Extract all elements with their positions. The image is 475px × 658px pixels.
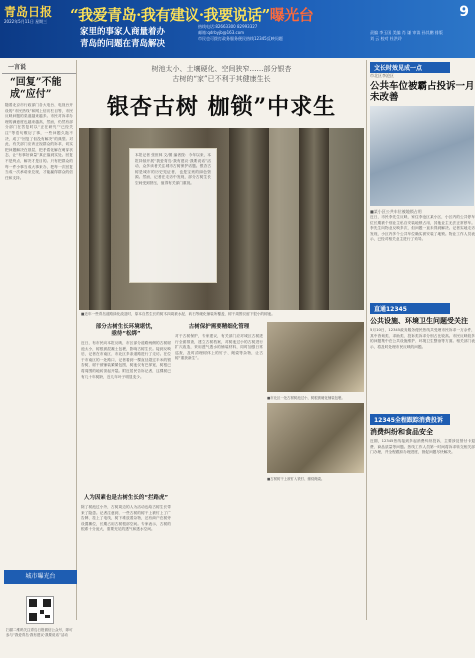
right-column [366, 60, 475, 620]
tree-pit-caption: ■市北区一处古树树池过小，树根被硬化铺装包裹。 [267, 396, 345, 400]
photo-caption: ■近年一些青岛道路绿化改造时，原本自然生长的树木四周被水泥、砖石等硬化铺装所覆盖，树干周围仅留下很小的树池。 [81, 312, 275, 316]
article-text-1: 近日，有市民向本报反映，市区部分道路两侧的古树树池太小，树根被混凝土包裹，影响古树生长。接到反映后，记者在市南区、市北区多条道路进行了走访。在位于市南区的一处路口，记者看到一棵直径超过半米的银杏树，树干被铺装紧紧包围，树池仅有巴掌宽，树根已将周围的地砖顶起开裂。附近居民告诉记者，这棵树已有几十年树龄，近几年叶子明显变少。 [81, 341, 171, 379]
left-column [2, 60, 77, 637]
page-number: 9 [459, 4, 469, 20]
commentary-body: 随着北京市行政部门各大电台、电视台开设的“市民热线”和网上信访栏目等，市民反映问题的渠道越来越多。市民对诉求办理的满意度也越来越高，然而，仍然有部分部门在答复时以“正在研究”“已经关注”等语句敷衍了事，一些问题久拖不决，成了“回复了但没有解决”的典型。对此，有关部门应该正视群众的诉求，切实把问题解决在基层，把矛盾化解在萌芽状态，让“有事好商量”真正落到实处。回复不是终点，解决才是目的。只有把群众的每一件小事当成大事来办，把每一次回复当成一次承诺来兑现，才能赢得群众的信任和支持。 [5, 103, 73, 180]
editor-note-box [129, 148, 217, 283]
newspaper-logo: 青岛日报 [4, 5, 53, 19]
right-kicker: 市北区李沧区 [370, 73, 394, 78]
hotline-note: 市民也可拨打政务服务便民热线12345反映问题 [198, 36, 283, 41]
right-text-2: 5月10日，12345政务服务便民热线共受理市民诉求一万余件，其中咨询类、求助类、投诉类诉求分别占比较高。市民反映较多的问题集中在公共设施维护、环境卫生整治等方面。相关部门表示，将及时处理市民反映的问题。 [370, 328, 475, 349]
tree-trunk-caption: ■古树树干上被钉入铁钉、缠绕绳索。 [267, 477, 325, 481]
subheading-3: 古树保护需要精细化管理 [188, 324, 250, 330]
section-label: 一言说 [2, 60, 76, 74]
tree-pit-photo [267, 322, 364, 392]
qr-section-title: 城市曝光台 [4, 570, 77, 584]
article-text-3: 对于古树保护，专家建议，有关部门应对城区古树进行全面排查，建立古树档案，对树池过小的古树进行扩穴改造，采用透气透水的铺装材料，同时加强日常巡查，及时清理树体上的钉子、绳索等杂物，让古树“重获新生”。 [175, 334, 263, 361]
right-section-2: 直通12345 [370, 303, 450, 314]
campaign-slogan: “我爱青岛·我有建议·我要说话”曝光台 [70, 6, 314, 24]
slogan-subtitle [80, 26, 196, 52]
commentary-headline: “回复”不能 成“应付” [10, 77, 62, 100]
issue-date: 2022年5月11日 星期三 [4, 19, 48, 24]
main-headline: 银杏古树 枷锁”中求生 [106, 94, 337, 120]
article-column-1 [81, 320, 171, 620]
article-column-2 [175, 320, 263, 620]
right-text-3: 近期，12345热线接到多起消费纠纷投诉，主要涉及预付卡退费、商品质量等问题。热线工作人员第一时间将诉求转交相关部门办理，并全程跟踪办理进度，督促问题尽快解决。 [370, 439, 475, 455]
subtitle-line-2: 青岛的问题在青岛解决 [80, 39, 166, 49]
parking-photo [370, 106, 474, 206]
subtitle-line-1: 家里的事家人商量着办 [80, 27, 166, 37]
right-section-3: 12345全程跟踪消费投诉 [370, 414, 450, 425]
editor-note-text: 本报记者 张世林 文/图 编者按：今年以来，本报持续开展“我爱青岛·我有建议·我要说话”活动，众多读者关注城市古树保护话题。银杏古树是城市的历史见证者，也是宝贵的绿色资源。然而，记者在走访中发现，部分古树生长空间受到挤压，值得有关部门重视。 [135, 153, 211, 185]
qr-caption: 扫描二维码关注青岛日报微信公众号，即可参与“我爱青岛·我有建议·我要说话”活动 [6, 628, 73, 637]
main-kicker: 树池太小、土壤硬化、空间狭窄……部分银杏 古树的“家”已不利于其健康生长 [151, 65, 292, 83]
hotline-info [198, 24, 368, 42]
email-address: 邮箱:qdrbyjb@163.com [198, 30, 245, 35]
main-column [79, 60, 364, 620]
subheading-1: 部分古树生长环境堪忧， 亟待“松绑” [95, 324, 157, 337]
hotline-number: 热线电话:82663300 82993327 [198, 24, 258, 29]
side-photos [267, 322, 364, 484]
qr-block [6, 588, 74, 658]
subheading-2: 人为因素也是古树生长的“拦路虎” [83, 495, 169, 501]
right-section-1: 文长时效见成一点 [370, 62, 450, 73]
article-text-2: 除了树池过小外，古树周边的人为活动也给古树生长带来了隐患。记者注意到，一些古树的树干上被钉上了广告牌、挂上了电线，树下堆放着杂物，还有商户在树旁设置摊位，长期占用古树根部空间。专家表示，古树的根系十分庞大，需要充足的透气和透水空间。 [81, 505, 171, 532]
right-text-1: 近日，市民李先生反映，家住李沧区某小区，小区内的公共停车位长期被个别业主私自安装地锁占用，其他业主无法正常停车。李先生向物业反映多次，但问题一直未得到解决。记者实地走访发现，小区内多个公共车位确实被安装了地锁。物业工作人员表示，已经对相关业主进行了劝导。 [370, 215, 475, 242]
right-headline-2: 公共设施、环境卫生问题受关注 [370, 317, 468, 325]
ginkgo-tree-photo [79, 128, 364, 310]
header-banner [0, 0, 475, 58]
right-headline-3: 消费纠纷和食品安全 [370, 428, 433, 436]
editor-credits: 责编 李玉国 美编 肖 谦 审读 孙其鹏 排版 刘 云 校对 杜洪玲 [370, 30, 443, 41]
tree-trunk-photo [267, 403, 364, 473]
qr-code-icon[interactable] [26, 596, 54, 624]
right-headline-1: 公共车位被霸占投诉一月未改善 [370, 81, 475, 103]
parking-caption: ■某小区公共车位被地锁占用 [370, 209, 422, 214]
